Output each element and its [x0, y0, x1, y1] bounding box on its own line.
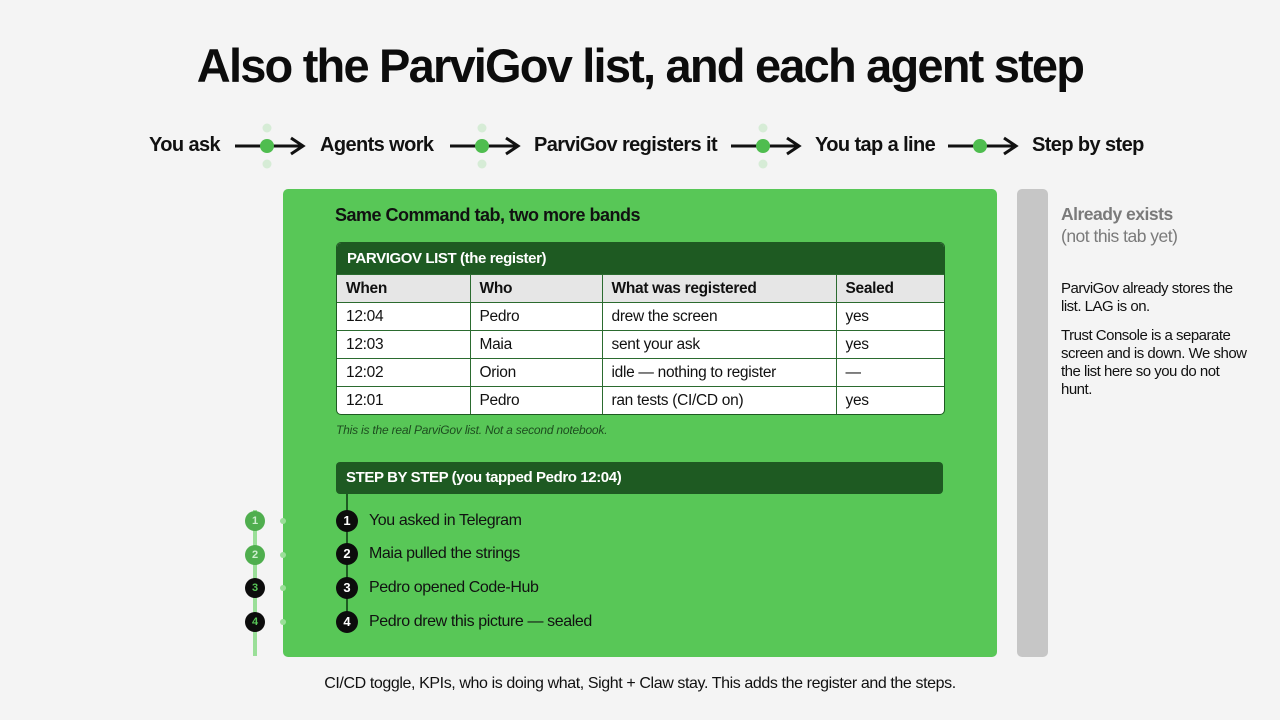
- cell-what: idle — nothing to register: [602, 359, 836, 387]
- step-number: 2: [336, 543, 358, 565]
- command-tab-card: [283, 189, 997, 657]
- flow-row: [0, 118, 1280, 176]
- mini-step-dot: 2: [245, 545, 265, 565]
- steps-band-header: STEP BY STEP (you tapped Pedro 12:04): [336, 462, 943, 494]
- parvigov-register-band: [336, 242, 945, 415]
- flow-step-step-by-step: Step by step: [1032, 134, 1144, 156]
- mini-step-dot: 1: [245, 511, 265, 531]
- side-paragraph-2: Trust Console is a separate screen and is down. We show the list here so you do not hunt.: [1061, 327, 1247, 398]
- cell-who: Orion: [470, 359, 602, 387]
- table-row[interactable]: [337, 387, 944, 415]
- step-number: 3: [336, 577, 358, 599]
- flow-step-parvigov-registers: ParviGov registers it: [534, 134, 718, 156]
- column-header-sealed: Sealed: [836, 275, 944, 303]
- cell-when: 12:03: [337, 331, 470, 359]
- cell-who: Pedro: [470, 303, 602, 331]
- cell-what: ran tests (CI/CD on): [602, 387, 836, 415]
- flow-step-you-ask: You ask: [149, 134, 221, 156]
- cell-when: 12:01: [337, 387, 470, 415]
- step-number: 1: [336, 510, 358, 532]
- cell-when: 12:04: [337, 303, 470, 331]
- step-text: Maia pulled the strings: [369, 545, 520, 562]
- side-title-main: Already exists: [1061, 204, 1173, 224]
- cell-who: Maia: [470, 331, 602, 359]
- register-table: [337, 274, 944, 414]
- table-header-row: [337, 275, 944, 303]
- cell-sealed: yes: [836, 387, 944, 415]
- side-title-sub: (not this tab yet): [1061, 226, 1178, 246]
- cell-sealed: —: [836, 359, 944, 387]
- table-row[interactable]: [337, 331, 944, 359]
- side-panel-bar: [1017, 189, 1048, 657]
- flow-step-you-tap-a-line: You tap a line: [815, 134, 936, 156]
- flow-arrow-icon: [946, 118, 1020, 176]
- connector-dot: [280, 518, 286, 524]
- flow-step-agents-work: Agents work: [320, 134, 434, 156]
- footer-caption: CI/CD toggle, KPIs, who is doing what, Sight + Claw stay. This adds the register and the steps.: [324, 675, 956, 692]
- cell-what: sent your ask: [602, 331, 836, 359]
- side-panel-title: [1061, 203, 1261, 247]
- cell-when: 12:02: [337, 359, 470, 387]
- mini-step-dot: 4: [245, 612, 265, 632]
- flow-arrow-icon: [448, 118, 522, 176]
- column-header-when: When: [337, 275, 470, 303]
- step-number: 4: [336, 611, 358, 633]
- flow-arrow-icon: [233, 118, 307, 176]
- step-text: You asked in Telegram: [369, 512, 522, 529]
- connector-dot: [280, 619, 286, 625]
- connector-dot: [280, 552, 286, 558]
- column-header-what: What was registered: [602, 275, 836, 303]
- page-title: Also the ParviGov list, and each agent step: [196, 39, 1084, 92]
- connector-dot: [280, 585, 286, 591]
- cell-sealed: yes: [836, 303, 944, 331]
- table-row[interactable]: [337, 359, 944, 387]
- mini-step-dot: 3: [245, 578, 265, 598]
- side-paragraph-1: ParviGov already stores the list. LAG is on.: [1061, 280, 1233, 315]
- cell-who: Pedro: [470, 387, 602, 415]
- card-heading: Same Command tab, two more bands: [335, 205, 641, 225]
- register-note: This is the real ParviGov list. Not a second notebook.: [336, 423, 608, 437]
- cell-what: drew the screen: [602, 303, 836, 331]
- register-band-header: PARVIGOV LIST (the register): [337, 243, 944, 274]
- step-text: Pedro opened Code-Hub: [369, 579, 539, 596]
- table-row[interactable]: [337, 303, 944, 331]
- cell-sealed: yes: [836, 331, 944, 359]
- flow-arrow-icon: [729, 118, 803, 176]
- step-text: Pedro drew this picture — sealed: [369, 613, 592, 630]
- column-header-who: Who: [470, 275, 602, 303]
